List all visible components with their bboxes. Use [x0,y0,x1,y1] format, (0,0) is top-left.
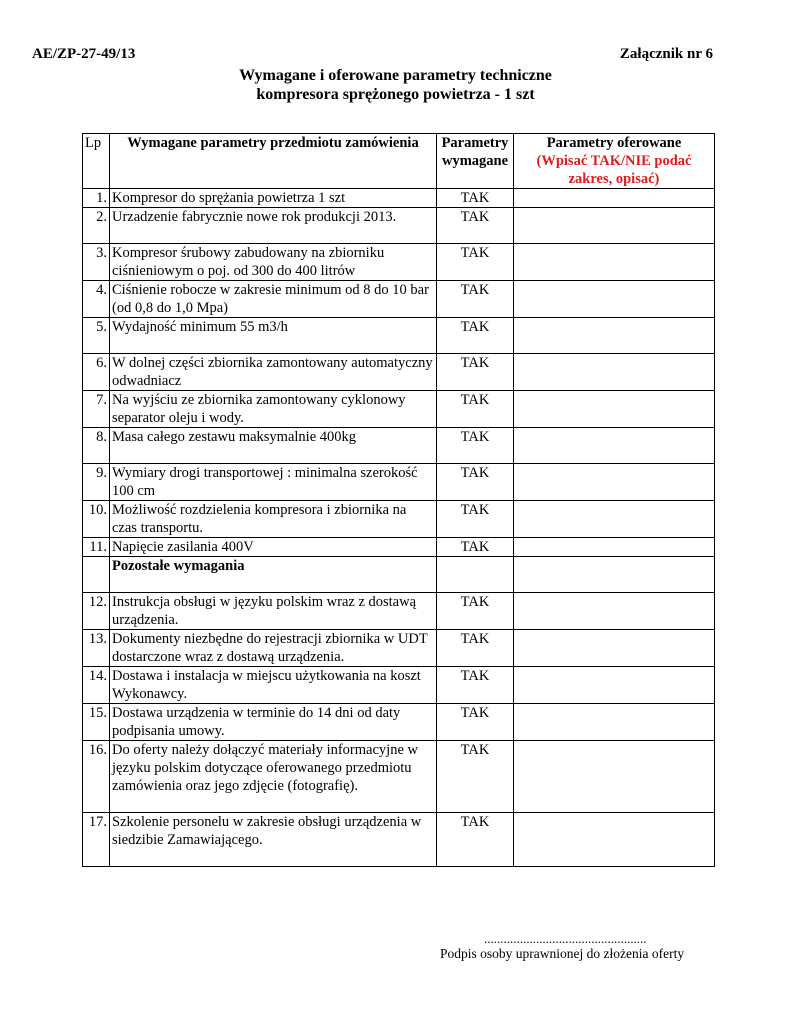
section-offered-cell [514,557,715,593]
row-description: Ciśnienie robocze w zakresie minimum od 8 do 10 bar (od 0,8 do 1,0 Mpa) [110,281,437,318]
header-offered-title: Parametry oferowane [546,135,682,151]
row-lp: 11. [83,538,110,557]
annex-number: Załącznik nr 6 [619,46,713,62]
table-header-row [83,134,715,189]
row-lp: 13. [83,630,110,667]
table-row [83,208,715,244]
row-offered-value [514,741,715,813]
row-offered-value [514,354,715,391]
row-lp: 3. [83,244,110,281]
header-description: Wymagane parametry przedmiotu zamówienia [110,134,437,189]
row-offered-value [514,813,715,867]
row-required-value: TAK [437,704,514,741]
table-row [83,244,715,281]
row-lp: 6. [83,354,110,391]
row-offered-value [514,464,715,501]
table-row [83,538,715,557]
header-required: Parametry wymagane [437,134,514,189]
row-lp: 15. [83,704,110,741]
row-lp: 16. [83,741,110,813]
row-lp: 10. [83,501,110,538]
row-description: Instrukcja obsługi w języku polskim wraz z dostawą urządzenia. [110,593,437,630]
signature-line: .................................................. [484,931,647,946]
row-description: Napięcie zasilania 400V [110,538,437,557]
row-offered-value [514,704,715,741]
document-title-line1: Wymagane i oferowane parametry techniczne [239,67,552,84]
document-title-line2: kompresora sprężonego powietrza - 1 szt [256,86,535,103]
row-offered-value [514,281,715,318]
section-required-cell [437,557,514,593]
document-reference: AE/ZP-27-49/13 [32,46,136,62]
table-row [83,667,715,704]
header-offered [514,134,715,189]
row-lp: 1. [83,189,110,208]
table-row [83,391,715,428]
row-required-value: TAK [437,189,514,208]
row-description: Dokumenty niezbędne do rejestracji zbiornika w UDT dostarczone wraz z dostawą urządzenia. [110,630,437,667]
row-lp: 8. [83,428,110,464]
row-offered-value [514,208,715,244]
row-lp: 12. [83,593,110,630]
row-lp: 7. [83,391,110,428]
table-row [83,741,715,813]
row-offered-value [514,318,715,354]
row-offered-value [514,189,715,208]
row-required-value: TAK [437,244,514,281]
table-row [83,593,715,630]
row-lp: 9. [83,464,110,501]
row-required-value: TAK [437,318,514,354]
row-required-value: TAK [437,593,514,630]
row-required-value: TAK [437,813,514,867]
row-required-value: TAK [437,464,514,501]
row-offered-value [514,391,715,428]
signature-label: Podpis osoby uprawnionej do złożenia oferty [440,946,685,961]
table-row [83,318,715,354]
row-offered-value [514,630,715,667]
row-required-value: TAK [437,428,514,464]
table-row [83,704,715,741]
row-description: Masa całego zestawu maksymalnie 400kg [110,428,437,464]
table-row [83,281,715,318]
row-required-value: TAK [437,501,514,538]
table-row [83,464,715,501]
row-description: Do oferty należy dołączyć materiały informacyjne w języku polskim dotyczące oferowanego przedmiotu zamówienia oraz jego zdjęcie (fotografię). [110,741,437,813]
section-lp-cell [83,557,110,593]
row-offered-value [514,428,715,464]
row-lp: 5. [83,318,110,354]
row-description: Dostawa urządzenia w terminie do 14 dni od daty podpisania umowy. [110,704,437,741]
table-row [83,813,715,867]
row-required-value: TAK [437,630,514,667]
row-description: Szkolenie personelu w zakresie obsługi urządzenia w siedzibie Zamawiającego. [110,813,437,867]
row-lp: 2. [83,208,110,244]
row-description: Urzadzenie fabrycznie nowe rok produkcji 2013. [110,208,437,244]
row-offered-value [514,501,715,538]
row-description: Wymiary drogi transportowej : minimalna szerokość 100 cm [110,464,437,501]
header-lp: Lp [83,134,110,189]
header-offered-note: (Wpisać TAK/NIE podać zakres, opisać) [536,153,692,187]
parameters-table [82,133,715,867]
row-required-value: TAK [437,741,514,813]
table-row [83,189,715,208]
row-description: Kompresor do sprężania powietrza 1 szt [110,189,437,208]
table-row [83,354,715,391]
table-row [83,630,715,667]
row-required-value: TAK [437,391,514,428]
row-description: Możliwość rozdzielenia kompresora i zbiornika na czas transportu. [110,501,437,538]
row-description: Dostawa i instalacja w miejscu użytkowania na koszt Wykonawcy. [110,667,437,704]
row-lp: 14. [83,667,110,704]
row-description: Wydajność minimum 55 m3/h [110,318,437,354]
row-offered-value [514,538,715,557]
table-row [83,501,715,538]
row-description: Kompresor śrubowy zabudowany na zbiorniku ciśnieniowym o poj. od 300 do 400 litrów [110,244,437,281]
row-offered-value [514,593,715,630]
row-description: W dolnej części zbiornika zamontowany automatyczny odwadniacz [110,354,437,391]
row-required-value: TAK [437,667,514,704]
section-row [83,557,715,593]
section-title: Pozostałe wymagania [110,557,437,593]
row-required-value: TAK [437,354,514,391]
row-required-value: TAK [437,208,514,244]
row-offered-value [514,667,715,704]
row-required-value: TAK [437,281,514,318]
row-lp: 17. [83,813,110,867]
row-lp: 4. [83,281,110,318]
row-offered-value [514,244,715,281]
row-required-value: TAK [437,538,514,557]
table-row [83,428,715,464]
row-description: Na wyjściu ze zbiornika zamontowany cyklonowy separator oleju i wody. [110,391,437,428]
